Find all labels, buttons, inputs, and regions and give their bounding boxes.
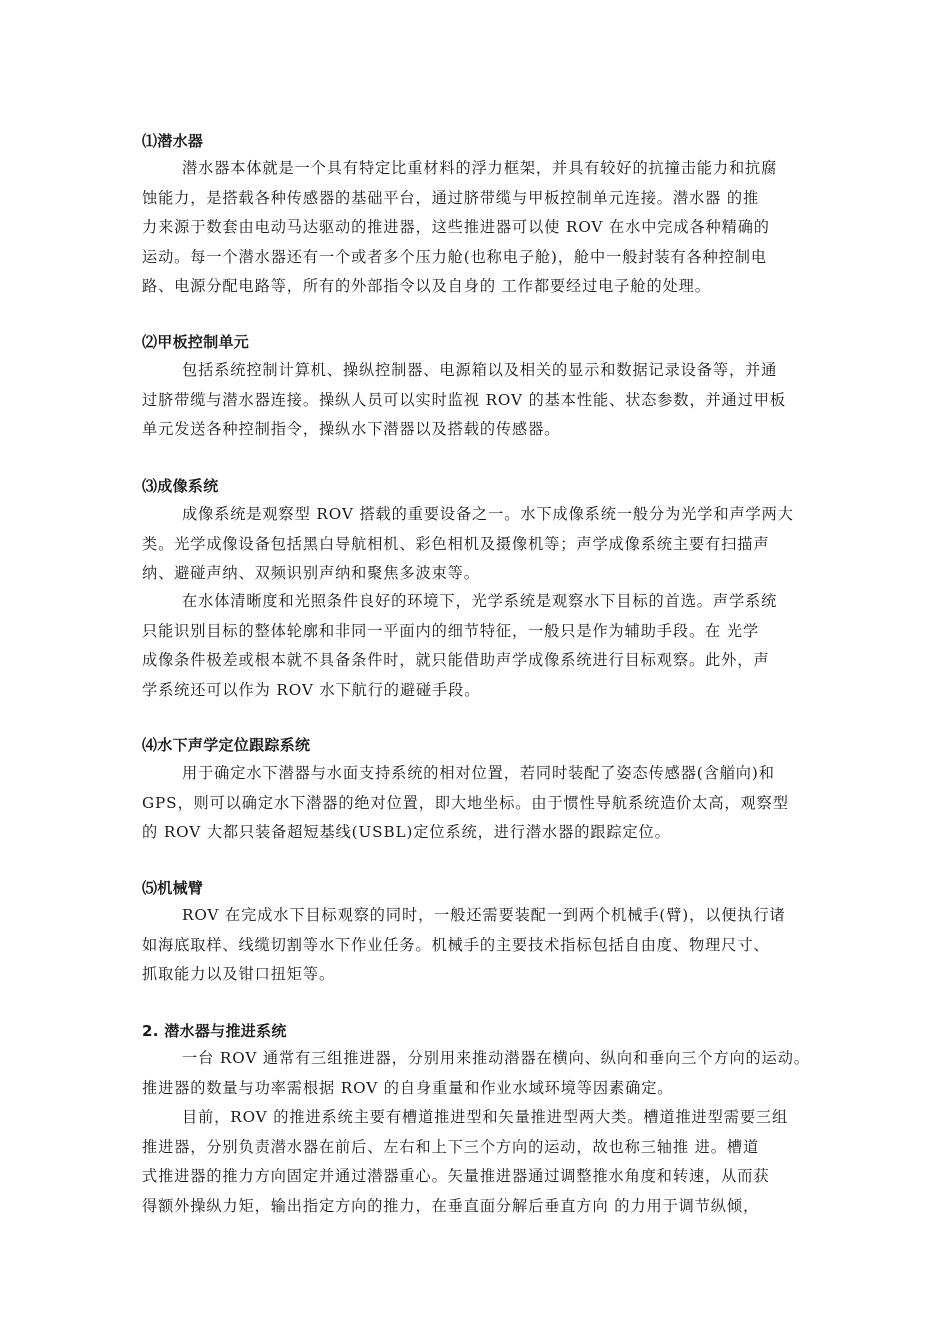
paragraph-propulsion-system-2 xyxy=(142,1103,822,1221)
text-line: 推进器，分别负责潜水器在前后、左右和上下三个方向的运动，故也称三轴推 进。槽道 xyxy=(142,1137,760,1156)
text-line: 抓取能力以及钳口扭矩等。 xyxy=(142,965,336,984)
section-heading-submersible: ⑴潜水器 xyxy=(142,132,204,150)
text-line: 如海底取样、线缆切割等水下作业任务。机械手的主要技术指标包括自由度、物理尺寸、 xyxy=(142,935,770,954)
text-line: 过脐带缆与潜水器连接。操纵人员可以实时监视 ROV 的基本性能、状态参数，并通过甲板 xyxy=(142,390,786,409)
text-line: 运动。每一个潜水器还有一个或者多个压力舱(也称电子舱)，舱中一般封装有各种控制电 xyxy=(142,247,767,266)
text-line: 目前，ROV 的推进系统主要有槽道推进型和矢量推进型两大类。槽道推进型需要三组 xyxy=(182,1108,789,1126)
text-line: 式推进器的推力方向固定并通过潜器重心。矢量推进器通过调整推水角度和转速，从而获 xyxy=(142,1167,770,1186)
text-line: 一台 ROV 通常有三组推进器，分别用来推动潜器在横向、纵向和垂向三个方向的运动。 xyxy=(182,1049,810,1067)
text-line: 成像系统是观察型 ROV 搭载的重要设备之一。水下成像系统一般分为光学和声学两大 xyxy=(182,505,794,523)
text-line: 用于确定水下潜器与水面支持系统的相对位置，若同时装配了姿态传感器(含艏向)和 xyxy=(182,764,775,782)
text-line: 的 ROV 大都只装备超短基线(USBL)定位系统，进行潜水器的跟踪定位。 xyxy=(142,823,671,842)
text-line: 蚀能力，是搭载各种传感器的基础平台，通过脐带缆与甲板控制单元连接。潜水器 的推 xyxy=(142,188,760,207)
section-heading-acoustic-positioning: ⑷水下声学定位跟踪系统 xyxy=(142,736,311,754)
text-line: 单元发送各种控制指令，操纵水下潜器以及搭载的传感器。 xyxy=(142,420,561,439)
paragraph-acoustic-positioning xyxy=(142,759,822,848)
text-line: 在水体清晰度和光照条件良好的环境下，光学系统是观察水下目标的首选。声学系统 xyxy=(182,592,778,610)
text-line: 得额外操纵力矩，输出指定方向的推力，在垂直面分解后垂直方向 的力用于调节纵倾， xyxy=(142,1196,760,1215)
section-heading-deck-control-unit: ⑵甲板控制单元 xyxy=(142,333,250,351)
text-line: 路、电源分配电路等，所有的外部指令以及自身的 工作都要经过电子舱的处理。 xyxy=(142,277,711,296)
text-line: 推进器的数量与功率需根据 ROV 的自身重量和作业水域环境等因素确定。 xyxy=(142,1078,674,1097)
text-line: 包括系统控制计算机、操纵控制器、电源箱以及相关的显示和数据记录设备等，并通 xyxy=(182,361,778,379)
text-line: ROV 在完成水下目标观察的同时，一般还需要装配一到两个机械手(臂)，以便执行诸 xyxy=(182,906,786,924)
text-line: 只能识别目标的整体轮廓和非同一平面内的细节特征，一般只是作为辅助手段。在 光学 xyxy=(142,621,760,640)
text-line: 学系统还可以作为 ROV 水下航行的避碰手段。 xyxy=(142,680,481,699)
paragraph-imaging-system-2 xyxy=(142,587,822,705)
section-heading-imaging-system: ⑶成像系统 xyxy=(142,477,219,495)
text-line: 纳、避碰声纳、双频识别声纳和聚焦多波束等。 xyxy=(142,564,480,583)
text-line: 力来源于数套由电动马达驱动的推进器，这些推进器可以使 ROV 在水中完成各种精确的 xyxy=(142,218,770,237)
text-line: 类。光学成像设备包括黑白导航相机、彩色相机及摄像机等；声学成像系统主要有扫描声 xyxy=(142,534,770,553)
paragraph-deck-control-unit xyxy=(142,356,822,445)
text-line: 潜水器本体就是一个具有特定比重材料的浮力框架，并具有较好的抗撞击能力和抗腐 xyxy=(182,159,778,177)
paragraph-propulsion-system-1 xyxy=(142,1044,822,1103)
paragraph-imaging-system-1 xyxy=(142,500,822,589)
section-heading-propulsion-system: 2. 潜水器与推进系统 xyxy=(142,1022,287,1040)
paragraph-submersible xyxy=(142,154,822,302)
text-line: 成像条件极差或根本就不具备条件时，就只能借助声学成像系统进行目标观察。此外，声 xyxy=(142,651,770,670)
text-line: GPS，则可以确定水下潜器的绝对位置，即大地坐标。由于惯性导航系统造价太高，观察型 xyxy=(142,793,789,812)
section-heading-manipulator-arm: ⑸机械臂 xyxy=(142,879,204,897)
paragraph-manipulator-arm xyxy=(142,901,822,990)
